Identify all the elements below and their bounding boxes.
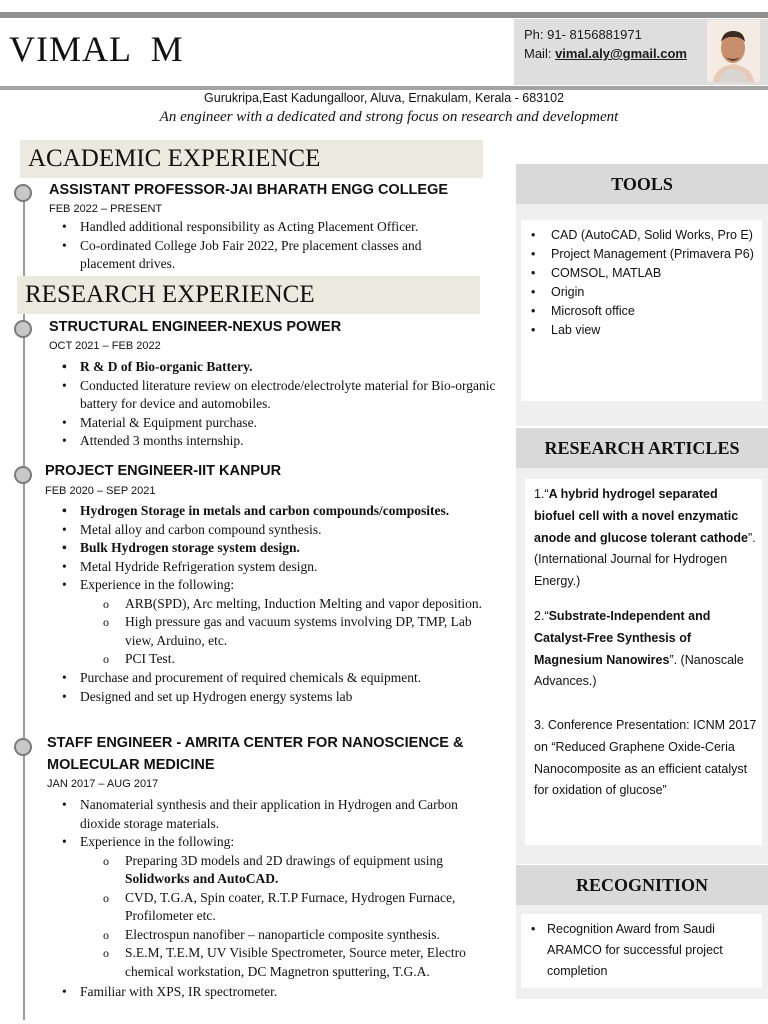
list-item: • Attended 3 months internship. <box>50 432 505 451</box>
sub-list-item <box>50 852 500 889</box>
article-1 <box>534 484 759 593</box>
list-item: • Hydrogen Storage in metals and carbon compounds/composites. <box>50 502 500 521</box>
job-date: OCT 2021 – FEB 2022 <box>49 340 161 352</box>
timeline-dot <box>14 184 32 202</box>
recognition-heading: RECOGNITION <box>516 865 768 905</box>
tools-heading: TOOLS <box>516 164 768 204</box>
job-title: STRUCTURAL ENGINEER-NEXUS POWER <box>49 319 342 335</box>
tools-list <box>527 226 762 340</box>
header-bottom-rule <box>0 86 768 90</box>
list-item: • Co-ordinated College Job Fair 2022, Pre placement classes and placement drives. <box>50 237 480 274</box>
article-3: 3. Conference Presentation: ICNM 2017 on “Reduced Graphene Oxide-Ceria Nanocomposite as an efficient catalyst for oxidation of glucose” <box>534 718 757 798</box>
job-title: ASSISTANT PROFESSOR-JAI BHARATH ENGG COLLEGE <box>49 182 449 198</box>
job-title: PROJECT ENGINEER-IIT KANPUR <box>45 463 282 479</box>
candidate-name: VIMAL M <box>9 29 184 69</box>
sub-item-text: Preparing 3D models and 2D drawings of equipment using <box>125 852 443 868</box>
sub-list-item: o PCI Test. <box>50 650 500 669</box>
job-title <box>47 732 487 776</box>
recognition-item: • Recognition Award from Saudi ARAMCO for successful project completion <box>527 919 757 982</box>
job-duties <box>50 218 480 274</box>
tool-item: • Microsoft office <box>527 302 762 321</box>
email-line <box>524 46 687 61</box>
list-item: • Bulk Hydrogen storage system design. <box>50 539 500 558</box>
email-link[interactable]: vimal.aly@gmail.com <box>555 46 687 61</box>
sub-list-item: o Electrospun nanofiber – nanoparticle composite synthesis. <box>50 926 500 945</box>
timeline-dot <box>14 320 32 338</box>
article-prefix: 1.“ <box>534 487 549 501</box>
list-item: • Material & Equipment purchase. <box>50 414 505 433</box>
list-item: • R & D of Bio-organic Battery. <box>50 358 505 377</box>
section-heading-research: RESEARCH EXPERIENCE <box>17 276 480 314</box>
list-item: • Metal alloy and carbon compound synthesis. <box>50 521 500 540</box>
timeline-dot <box>14 466 32 484</box>
article-2 <box>534 606 759 693</box>
article-title: Substrate-Independent and Catalyst-Free Synthesis of Magnesium Nanowires <box>534 609 711 667</box>
job-duties <box>50 796 500 1002</box>
list-item: • Conducted literature review on electrode/electrolyte material for Bio-organic battery for device and automobiles. <box>50 377 505 414</box>
job-date: FEB 2022 – PRESENT <box>49 203 163 215</box>
profile-photo <box>707 20 760 82</box>
sub-item-bold: Solidworks and AutoCAD. <box>125 871 279 886</box>
list-item: • Purchase and procurement of required chemicals & equipment. <box>50 669 500 688</box>
article-prefix: 2.“ <box>534 609 549 623</box>
header-top-rule <box>0 12 768 18</box>
job-title-line: MOLECULAR MEDICINE <box>47 757 215 773</box>
list-item: • Metal Hydride Refrigeration system design. <box>50 558 500 577</box>
research-articles-heading: RESEARCH ARTICLES <box>516 428 768 468</box>
address: Gurukripa,East Kadungalloor, Aluva, Ernakulam, Kerala - 683102 <box>204 91 564 105</box>
article-title: A hybrid hydrogel separated biofuel cell with a novel enzymatic anode and glucose tolerant cathode <box>534 487 748 545</box>
recognition-list <box>527 919 757 982</box>
sub-list-item: o CVD, T.G.A, Spin coater, R.T.P Furnace, Hydrogen Furnace, Profilometer etc. <box>50 889 500 926</box>
timeline-line <box>23 190 25 1020</box>
job-title-line: STAFF ENGINEER - AMRITA CENTER FOR NANOSCIENCE & <box>47 735 464 751</box>
phone-number: Ph: 91- 8156881971 <box>524 27 642 42</box>
tool-item: • Lab view <box>527 321 762 340</box>
tool-item: • COMSOL, MATLAB <box>527 264 762 283</box>
list-item: • Experience in the following: <box>50 833 500 852</box>
job-date: JAN 2017 – AUG 2017 <box>47 778 159 790</box>
list-item: • Designed and set up Hydrogen energy systems lab <box>50 688 500 707</box>
sub-list-item: o ARB(SPD), Arc melting, Induction Melting and vapor deposition. <box>50 595 500 614</box>
list-item: • Nanomaterial synthesis and their application in Hydrogen and Carbon dioxide storage materials. <box>50 796 500 833</box>
tool-item: • CAD (AutoCAD, Solid Works, Pro E) <box>527 226 762 245</box>
sub-list-item: o High pressure gas and vacuum systems involving DP, TMP, Lab view, Arduino, etc. <box>50 613 500 650</box>
job-duties <box>50 358 505 451</box>
job-duties <box>50 502 500 707</box>
list-item: • Familiar with XPS, IR spectrometer. <box>50 983 500 1002</box>
timeline-dot <box>14 738 32 756</box>
list-item: • Experience in the following: <box>50 576 500 595</box>
article-source: ”. (International Journal for Hydrogen Energy.) <box>534 530 756 589</box>
article-source: ”. (Nanoscale Advances.) <box>534 652 744 689</box>
section-heading-academic: ACADEMIC EXPERIENCE <box>20 140 483 178</box>
tagline: An engineer with a dedicated and strong focus on research and development <box>159 109 619 125</box>
sub-list-item: o S.E.M, T.E.M, UV Visible Spectrometer, Source meter, Electro chemical workstation, DC Magnetron sputtering, T.G.A. <box>50 944 500 981</box>
tool-item: • Origin <box>527 283 762 302</box>
email-label: Mail: <box>524 46 556 61</box>
tool-item: • Project Management (Primavera P6) <box>527 245 762 264</box>
job-date: FEB 2020 – SEP 2021 <box>45 485 156 497</box>
list-item: • Handled additional responsibility as Acting Placement Officer. <box>50 218 480 237</box>
